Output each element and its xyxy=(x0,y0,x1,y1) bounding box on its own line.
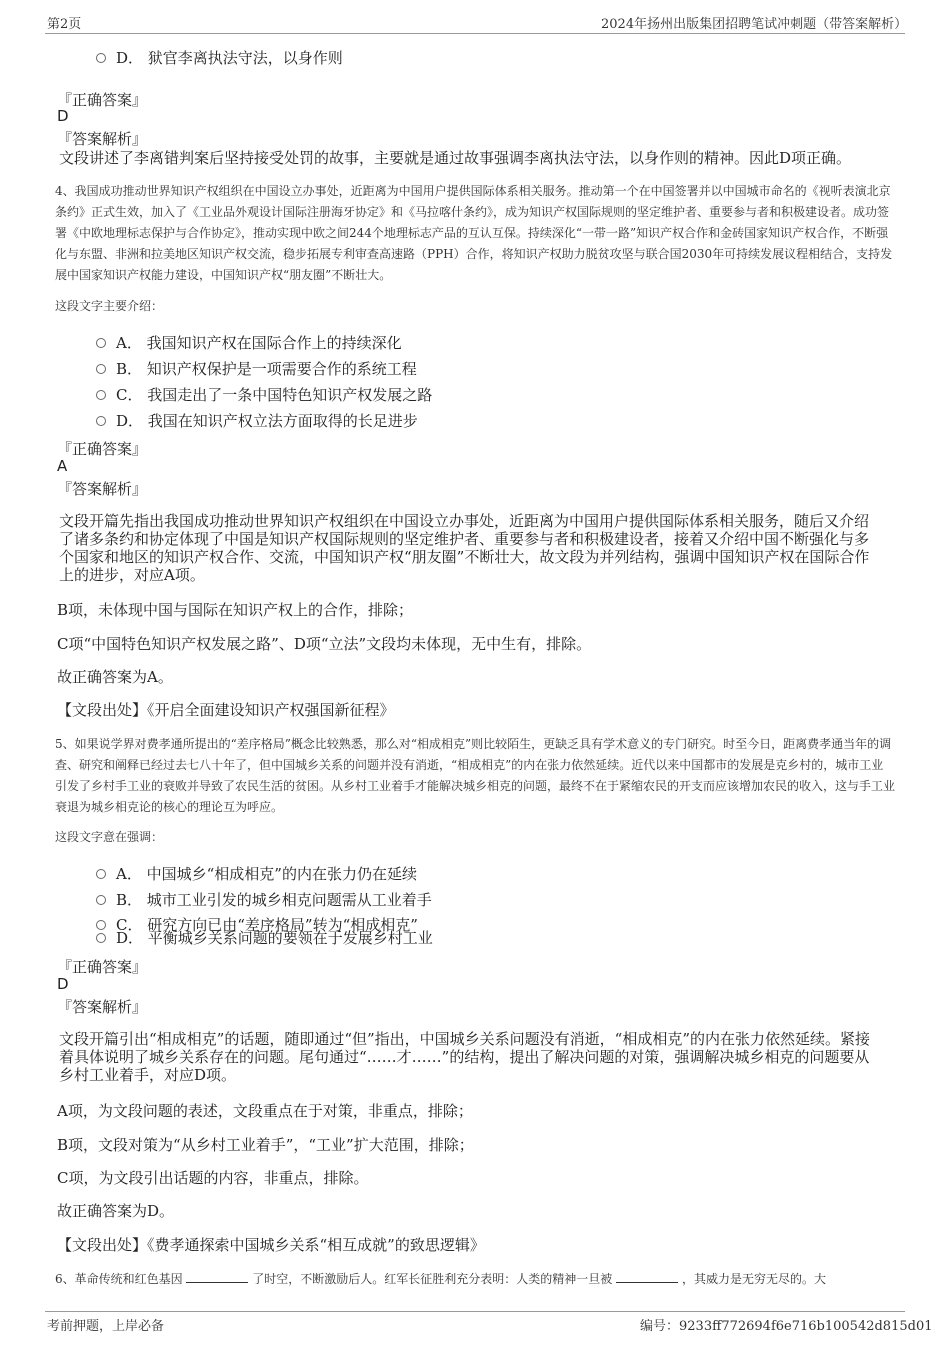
q4-answer: A xyxy=(57,457,68,475)
q5-text: 5、如果说学界对费孝通所提出的“差序格局”概念比较熟悉，那么对“相成相克”则比较陌生，更缺乏具有学术意义的专门研究。时至今日，距离费孝通当年的调查、研究和阐释已经过去七八十年了，但中国城乡关系的问题并没有消逝，“相成相克”的内在张力依然延续。近代以来中国都市的发展是克乡村的，城市工业引发了乡村手工业的衰败并导致了农民生活的贫困。从乡村工业着手才能解决城乡相克的问题，最终不在于紧缩农民的开支而应该增加农民的收入，这与手工业衰退为城乡相克论的核心的理论互为呼应。 xyxy=(55,737,896,814)
q4-option-b[interactable]: B． 知识产权保护是一项需要合作的系统工程 xyxy=(96,358,417,379)
q5-analysis-p5: 故正确答案为D。 xyxy=(57,1202,175,1220)
radio-icon[interactable] xyxy=(96,933,106,943)
header-divider xyxy=(45,33,905,34)
q5-analysis-p4: C项，为文段引出话题的内容，非重点，排除。 xyxy=(57,1169,369,1187)
radio-icon[interactable] xyxy=(96,895,106,905)
q5-analysis-p1: 文段开篇引出“相成相克”的话题，随即通过“但”指出，中国城乡关系问题没有消逝，“相成相克”的内在张力依然延续。紧接着具体说明了城乡关系存在的问题。尾句通过“……才……”的结构，提出了解决问题的对策，强调解决城乡相克的问题要从乡村工业着手，对应D项。 xyxy=(59,1030,871,1084)
q3-analysis-label: 『答案解析』 xyxy=(57,130,148,148)
q4-analysis-p3: C项“中国特色知识产权发展之路”、D项“立法”文段均未体现，无中生有，排除。 xyxy=(57,635,592,653)
q3-answer-label: 『正确答案』 xyxy=(57,91,148,109)
radio-icon[interactable] xyxy=(96,364,106,374)
q5-option-c[interactable]: C． 研究方向已由“差序格局”转为“相成相克” xyxy=(96,914,418,935)
q4-option-a[interactable]: A． 我国知识产权在国际合作上的持续深化 xyxy=(96,332,402,353)
radio-icon[interactable] xyxy=(96,53,106,63)
q4-source: 【文段出处】《开启全面建设知识产权强国新征程》 xyxy=(57,701,395,719)
q5-option-a[interactable]: A． 中国城乡“相成相克”的内在张力仍在延续 xyxy=(96,863,417,884)
footer-slogan: 考前押题，上岸必备 xyxy=(47,1319,165,1334)
q3-answer: D xyxy=(57,107,69,125)
q5-prompt: 这段文字意在强调： xyxy=(55,830,164,844)
q6-text: 6、革命传统和红色基因 了时空，不断激励后人。红军长征胜利充分表明：人类的精神一旦被 ，其威力是无穷无尽的。大 xyxy=(55,1272,826,1286)
q5-option-b[interactable]: B． 城市工业引发的城乡相克问题需从工业着手 xyxy=(96,889,432,910)
radio-icon[interactable] xyxy=(96,390,106,400)
q4-option-d[interactable]: D． 我国在知识产权立法方面取得的长足进步 xyxy=(96,410,418,431)
document-title: 2024年扬州出版集团招聘笔试冲刺题（带答案解析） xyxy=(601,17,908,32)
radio-icon[interactable] xyxy=(96,338,106,348)
q4-option-c[interactable]: C． 我国走出了一条中国特色知识产权发展之路 xyxy=(96,384,432,405)
fill-blank[interactable] xyxy=(186,1271,248,1283)
q4-prompt: 这段文字主要介绍： xyxy=(55,299,164,313)
document-id: 编号：9233ff772694f6e716b100542d815d01 xyxy=(640,1319,933,1334)
q4-analysis-label: 『答案解析』 xyxy=(57,480,148,498)
q5-answer: D xyxy=(57,975,69,993)
q3-option-d[interactable]: D． 狱官李离执法守法，以身作则 xyxy=(96,47,343,68)
footer-divider xyxy=(45,1311,905,1312)
q5-option-d[interactable]: D． 平衡城乡关系问题的要领在于发展乡村工业 xyxy=(96,927,433,948)
fill-blank[interactable] xyxy=(616,1271,678,1283)
q4-answer-label: 『正确答案』 xyxy=(57,440,148,458)
q5-analysis-p2: A项，为文段问题的表述，文段重点在于对策，非重点，排除； xyxy=(57,1102,473,1120)
q5-source: 【文段出处】《费孝通探索中国城乡关系“相互成就”的致思逻辑》 xyxy=(57,1236,485,1254)
q5-analysis-label: 『答案解析』 xyxy=(57,998,148,1016)
page-number: 第2页 xyxy=(47,17,82,32)
radio-icon[interactable] xyxy=(96,869,106,879)
q4-analysis-p1: 文段开篇先指出我国成功推动世界知识产权组织在中国设立办事处，近距离为中国用户提供国际体系相关服务，随后又介绍了诸多条约和协定体现了中国是知识产权国际规则的坚定维护者、重要参与者和积极建设者，接着又介绍中国不断强化与多个国家和地区的知识产权合作、交流，中国知识产权“朋友圈”不断壮大，故文段为并列结构，强调中国知识产权在国际合作上的进步，对应A项。 xyxy=(59,512,870,584)
q5-analysis-p3: B项，文段对策为“从乡村工业着手”，“工业”扩大范围，排除； xyxy=(57,1136,474,1154)
radio-icon[interactable] xyxy=(96,416,106,426)
q4-analysis-p2: B项，未体现中国与国际在知识产权上的合作，排除； xyxy=(57,601,414,619)
q5-answer-label: 『正确答案』 xyxy=(57,958,148,976)
q4-analysis-p4: 故正确答案为A。 xyxy=(57,668,173,686)
q3-analysis: 文段讲述了李离错判案后坚持接受处罚的故事，主要就是通过故事强调李离执法守法，以身作则的精神。因此D项正确。 xyxy=(59,149,852,167)
q4-text: 4、我国成功推动世界知识产权组织在中国设立办事处，近距离为中国用户提供国际体系相关服务。推动第一个在中国签署并以中国城市命名的《视听表演北京条约》正式生效，加入了《工业品外观设计国际注册海牙协定》和《马拉喀什条约》，成为知识产权国际规则的坚定维护者、重要参与者和积极建设者。成功签署《中欧地理标志保护与合作协定》，推动实现中欧之间244个地理标志产品的互认互保。持续深化“一带一路”知识产权合作和金砖国家知识产权合作，不断强化与东盟、非洲和拉美地区知识产权交流，稳步拓展专利审查高速路（PPH）合作，将知识产权助力脱贫攻坚与联合国2030年可持续发展议程相结合，支持发展中国家知识产权能力建设，中国知识产权“朋友圈”不断壮大。 xyxy=(55,184,893,282)
